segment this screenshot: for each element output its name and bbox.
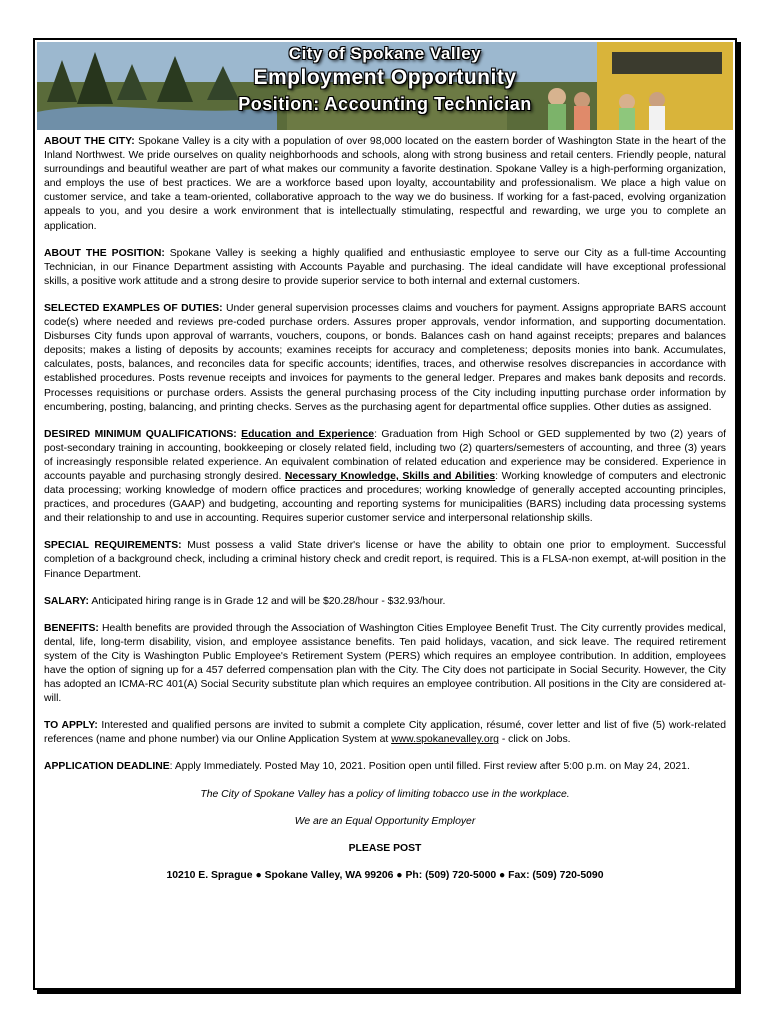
- section-heading: SPECIAL REQUIREMENTS:: [44, 540, 182, 552]
- section-heading: TO APPLY:: [44, 720, 98, 732]
- section-text: - click on Jobs.: [498, 734, 571, 746]
- section-heading: ABOUT THE POSITION:: [44, 247, 165, 259]
- section-text: Interested and qualified persons are invited to submit a complete City application, résumé, cover letter and list of five (5) work-related references (name and phone number) via our Online Application System at: [44, 720, 726, 746]
- qualifications-paragraph: [44, 428, 726, 527]
- application-website-link[interactable]: www.spokanevalley.org: [391, 734, 499, 746]
- banner-position: Position: Accounting Technician: [238, 94, 532, 114]
- section-text: Anticipated hiring range is in Grade 12 and will be $20.28/hour - $32.93/hour.: [89, 595, 446, 607]
- salary-paragraph: [44, 595, 726, 609]
- header-banner: [37, 42, 733, 130]
- banner-heading: Employment Opportunity: [253, 66, 517, 89]
- about-position-paragraph: [44, 247, 726, 289]
- about-city-paragraph: [44, 135, 726, 234]
- section-heading: SALARY:: [44, 595, 90, 607]
- subheading-knowledge: Necessary Knowledge, Skills and Abilities: [284, 470, 496, 482]
- duties-paragraph: [44, 302, 726, 415]
- section-text: Spokane Valley is seeking a highly qualified and enthusiastic employee to serve our City as a full-time Accounting Technician, in our Finance Department assisting with Accounts Payable and purchasing. The ideal candidate will have exceptional professional skills, a positive work attitude and a strong desire to provide superior service to both internal and external customers.: [44, 247, 726, 287]
- section-heading: ABOUT THE CITY:: [44, 136, 135, 147]
- section-heading: APPLICATION DEADLINE: [44, 761, 170, 773]
- please-post-label: PLEASE POST: [348, 842, 422, 854]
- special-requirements-paragraph: [44, 539, 726, 581]
- section-heading: SELECTED EXAMPLES OF DUTIES:: [44, 302, 223, 314]
- section-text: : Working knowledge of computers and electronic data processing; working knowledge of modern office practices and procedures; working knowledge of generally accepted accounting principles, practices, and procedures (GAAP) and budgeting, accounting and reporting systems for municipalities (BARS) including data processing systems and their relationship to and use in accounting. Requires superior customer service and interpersonal relationship skills.: [44, 470, 726, 525]
- deadline-paragraph: [44, 760, 726, 774]
- section-text: : Apply Immediately. Posted May 10, 2021. Position open until filled. First review after 5:00 p.m. on May 24, 2021.: [169, 761, 690, 773]
- subheading-education: Education and Experience: [241, 428, 375, 440]
- document-frame: [33, 38, 737, 990]
- equal-opportunity-note: We are an Equal Opportunity Employer: [294, 815, 476, 827]
- banner-city-name: City of Spokane Valley: [288, 44, 482, 63]
- contact-address-line: 10210 E. Sprague ● Spokane Valley, WA 99206 ● Ph: (509) 720-5000 ● Fax: (509) 720-5090: [166, 869, 604, 881]
- section-text: : Graduation from High School or GED supplemented by two (2) years of post-secondary training in accounting, bookkeeping or closely related field, including two (2) quarters/semesters of accounting, and three (3) years of increasingly responsible related experience. An equivalent combination of related education and experience may be considered. Experience in accounts payable and purchasing strongly desired.: [44, 428, 726, 482]
- section-text: Spokane Valley is a city with a population of over 98,000 located on the eastern border of Washington State in the heart of the Inland Northwest. We pride ourselves on quality neighborhoods and schools, along with strong business and retail centers. Friendly people, natural surroundings and beautiful weather are part of what makes our community a favorite destination. Spokane Valley is a high-performing organization, and employs the use of best practices. We are a workforce based upon loyalty, accountability and professionalism. We place a high value on customer service, and take a team-oriented, collaborative approach to the way we do business. If working for a fast-paced, evolving organization appeals to you, and you desire a work environment that is intellectually stimulating, respectful and rewarding, we urge you to complete an application.: [44, 136, 726, 232]
- section-text: Must possess a valid State driver's license or have the ability to obtain one prior to employment. Successful completion of a background check, including a criminal history check and credit report, is required. This is a FLSA-non exempt, at-will position in the Finance Department.: [44, 540, 726, 580]
- section-text: Under general supervision processes claims and vouchers for payment. Assigns appropriate BARS account code(s) where needed and reviews pre-coded purchase orders. Assures proper approvals, vendor information, and supporting documentation. Disburses City funds upon approval of warrants, vouchers, coupons, or bonds. Balances cash on hand against receipts; prepares and balances deposits; makes a listing of deposits by accounts; examines receipts for accuracy and completeness; deposits monies into bank. Accumulates, calculates, posts, balances, and reconciles data for specific accounts; identifies, traces, and otherwise resolves discrepancies in accordance with established procedures. Posts revenue receipts and invoices for payments to the general ledger. Prepares and makes bank deposits and records. Processes requisitions or purchase orders. Assists the general purchasing process of the City including inputting purchase order information by encumbering, posting, balancing, and printing checks. Serves as the purchasing agent for departmental office supplies. Other duties as assigned.: [44, 302, 726, 413]
- tobacco-policy-note: The City of Spokane Valley has a policy of limiting tobacco use in the workplace.: [200, 788, 570, 800]
- benefits-paragraph: [44, 622, 726, 707]
- section-heading: DESIRED MINIMUM QUALIFICATIONS:: [44, 428, 237, 440]
- posting-body: [44, 135, 726, 896]
- apply-paragraph: [44, 719, 726, 747]
- section-heading: BENEFITS:: [44, 622, 99, 634]
- section-text: Health benefits are provided through the Association of Washington Cities Employee Benefit Trust. The City currently provides medical, dental, life, long-term disability, vision, and employee assistance benefits. Ten paid holidays, vacation, and sick leave. The required retirement system of the City is Washington Public Employee's Retirement System (PERS) which requires an employee contribution. In addition, employees have the option of signing up for a 457 deferred compensation plan with the City. The City does not participate in Social Security. However, the City has adopted an ICMA-RC 401(A) Social Security substitute plan which requires an employee contribution. All positions in the City are considered at-will.: [44, 622, 726, 705]
